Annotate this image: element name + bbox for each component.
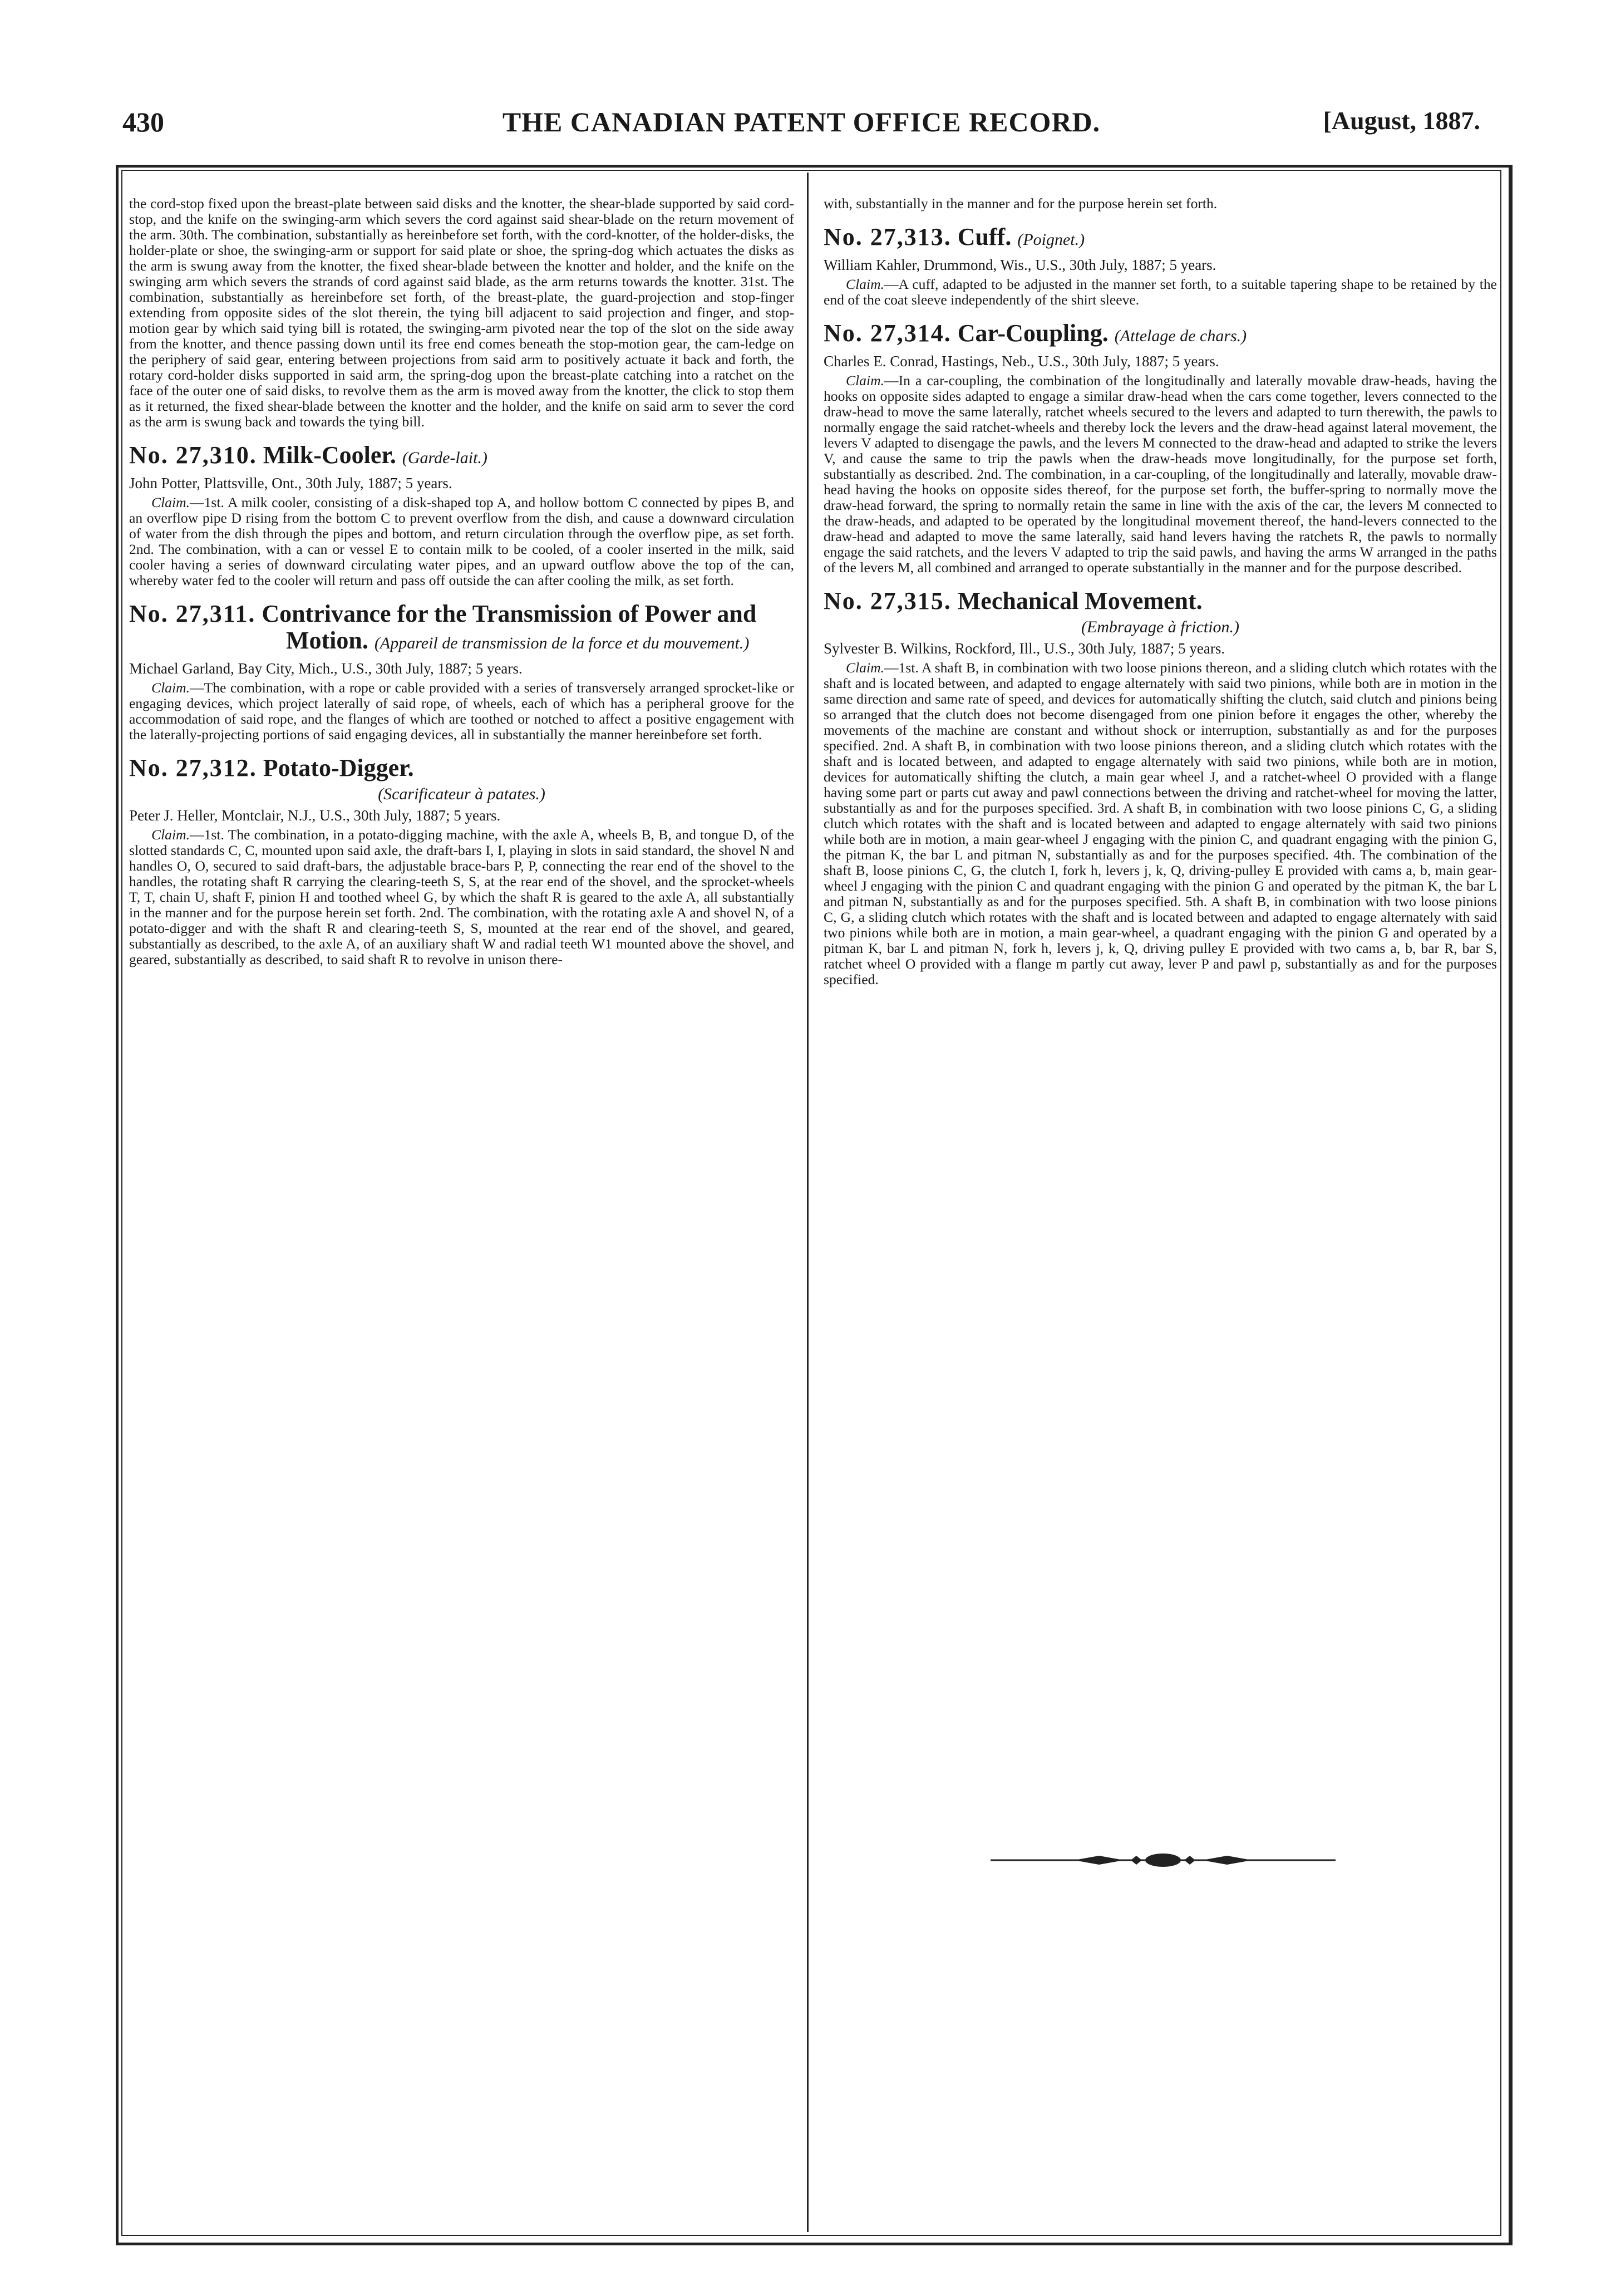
patent-entry-27313 (824, 224, 1497, 308)
claim-text: —1st. The combination, in a potato-digging machine, with the axle A, wheels B, B, and tongue D, of the slotted standards C, C, mounted upon said axle, the draft-bars I, I, playing in slots in said standard, the shovel N and handles O, O, secured to said draft-bars, the adjustable brace-bars P, P, connecting the rear end of the shovel to the handles, the rotating shaft R carrying the clearing-teeth S, S, at the rear end of the shovel, and the sprocket-wheels T, T, chain U, shaft F, pinion H and toothed wheel G, by which the shaft R is geared to the axle A, all substantially in the manner and for the purpose herein set forth. 2nd. The combination, with the rotating axle A and shovel N, of a potato-digger and with the shaft R and clearing-teeth S, S, mounted at the rear end of the shovel, and geared, substantially as described, to the axle A, of an auxiliary shaft W and radial teeth W1 mounted above the shovel, and geared, substantially as described, to said shaft R to revolve in unison there- (129, 827, 794, 967)
claim-label: Claim. (151, 680, 190, 696)
patentee-line: Charles E. Conrad, Hastings, Neb., U.S., 30th July, 1887; 5 years. (824, 353, 1219, 370)
patent-entry-27314 (824, 320, 1497, 576)
patent-number: No. 27,311. (129, 600, 256, 627)
patent-title: Potato-Digger. (263, 754, 414, 781)
claim-paragraph (129, 680, 794, 743)
patent-french-title: (Garde-lait.) (402, 449, 487, 467)
patent-french-title: (Attelage de chars.) (1114, 327, 1247, 345)
publication-title: THE CANADIAN PATENT OFFICE RECORD. (502, 106, 1101, 137)
patent-heading (129, 442, 794, 471)
patent-entry-27311 (129, 601, 794, 743)
patentee-line: Sylvester B. Wilkins, Rockford, Ill., U.S., 30th July, 1887; 5 years. (824, 640, 1225, 657)
claim-paragraph (129, 495, 794, 588)
patent-heading (824, 320, 1497, 350)
patent-heading (824, 588, 1497, 614)
page-number: 430 (122, 106, 164, 137)
column-rule (807, 173, 809, 2232)
patent-heading (129, 601, 794, 657)
claim-paragraph (824, 373, 1497, 576)
patentee-line: William Kahler, Drummond, Wis., U.S., 30th July, 1887; 5 years. (824, 257, 1216, 273)
claim-text: —1st. A shaft B, in combination with two loose pinions thereon, and a sliding clutch which rotates with the shaft and is located between, and adapted to engage alternately with said two pinions, while both are in motion in the same direction and same rate of speed, and devices for automatically shifting the clutch, said clutch and pinions being so arranged that the clutch does not become disengaged from one pinion before it engages the other, whereby the movements of the machine are constant and without shock or interruption, substantially as and for the purposes specified. 2nd. A shaft B, in combination with two loose pinions thereon, and a sliding clutch which rotates with the shaft and is located between, and adapted to engage alternately with said two pinions, while both are in motion, devices for automatically shifting the clutch, a main gear wheel J, and a ratchet-wheel O provided with a flange having some part or parts cut away and pawl connections between the driving and ratchet-wheel for moving the latter, substantially as and for the purposes specified. 3rd. A shaft B, in combination with two loose pinions C, G, a sliding clutch which rotates with the shaft and is located between and adapted to engage alternately with said two pinions while both are in motion, a main gear-wheel J engaging with the pinion C, and quadrant engaging with the pinion G, the pitman K, the bar L and pitman N, substantially as and for the purposes specified. 4th. The combination of the shaft B, loose pinions C, G, the clutch I, fork h, levers j, k, Q, driving-pulley E provided with cams a, b, main gear-wheel J engaging with the pinion C and quadrant engaging with the pinion G and operated by the pitman K, the bar L and pitman N, substantially as and for the purposes specified. 5th. A shaft B, in combination with two loose pinions C, G, a sliding clutch which rotates with the shaft and is located between and adapted to engage alternately with said two pinions while both are in motion, a main gear-wheel, a quadrant engaging with the pinion G and operated by a pitman K, bar L and pitman N, fork h, levers j, k, Q, driving pulley E provided with two cams a, b, bar R, bar S, ratchet wheel O provided with a flange m partly cut away, lever P and pawl p, substantially as and for the purposes specified. (824, 660, 1497, 987)
right-column (824, 196, 1497, 987)
claim-label: Claim. (846, 660, 884, 676)
claim-paragraph (824, 277, 1497, 308)
continued-claim-text: the cord-stop fixed upon the breast-plate between said disks and the knotter, the shear-blade supported by said cord-stop, and the knife on the swinging-arm which severs the cord against said shear-blade on the return movement of the arm. 30th. The combination, substantially as hereinbefore set forth, with the cord-knotter, of the holder-disks, the holder-plate or shoe, the swinging-arm or support for said plate or shoe, the spring-dog which actuates the disks as the arm is swung away from the knotter, the fixed shear-blade between the knotter and holder, and the knife on the swinging arm which severs the strands of cord against said blade, as the arm returns towards the knotter. 31st. The combination, substantially as hereinbefore set forth, of the breast-plate, the guard-projection and stop-finger extending from opposite sides of the slot therein, the tying bill adjacent to said projection and finger, and stop-motion gear by which said tying bill is rotated, the swinging-arm pivoted near the top of the slot on the side away from the knotter, and thence passing down until its free end comes beneath the stop-motion gear, the cam-ledge on the periphery of said gear, entering between projections from said arm to positively actuate it back and forth, the rotary cord-holder disks supported in said arm, the spring-dog upon the breast-plate catching into a ratchet on the face of the outer one of said disks, to revolve them as the arm is moved away from the knotter, the click to stop them as it returned, the fixed shear-blade between the knotter and the holder, and the knife on said arm to sever the cord as the arm is swung back and towards the tying bill. (129, 195, 794, 430)
claim-label: Claim. (846, 372, 884, 389)
claim-paragraph (129, 827, 794, 967)
claim-paragraph (824, 660, 1497, 987)
claim-text: —1st. A milk cooler, consisting of a disk-shaped top A, and hollow bottom C connected by pipes B, and an overflow pipe D rising from the bottom C to prevent overflow from the dish, and cause a downward circulation of water from the dish through the pipes and bottom, and return circulation through the overflow pipe, as set forth. 2nd. The combination, with a can or vessel E to contain milk to be cooled, of a cooler inserted in the milk, said cooler having a series of downward circulating water pipes, and an upward outflow above the top of the can, whereby water fed to the cooler will return and pass off outside the can after cooling the milk, as set forth. (129, 494, 794, 588)
patentee-line: Peter J. Heller, Montclair, N.J., U.S., 30th July, 1887; 5 years. (129, 807, 501, 824)
claim-text: —In a car-coupling, the combination of the longitudinally and laterally movable draw-heads, having the hooks on opposite sides adapted to engage a similar draw-head when the cars come together, levers connected to the draw-head to move the same laterally, ratchet wheels secured to the levers and adapted to turn therewith, the pawls to normally engage the said ratchet-wheels and thereby lock the levers and the draw-head against lateral movement, the levers V adapted to disengage the pawls, and the levers M connected to the draw-head and adapted to strike the levers V, and cause the same to trip the pawls when the draw-heads move longitudinally, for the purpose set forth, substantially as described. 2nd. The combination, in a car-coupling, of the longitudinally and laterally, movable draw-head having the hooks on opposite sides thereof, for the purpose set forth, the buffer-spring to normally move the draw-head forward, the spring to normally retain the same in line with the axis of the car, the levers M connected to the draw-heads, and adapted to be operated by the longitudinal movement thereof, the hand-levers connected to the draw-head and adapted to move the same laterally, said hand levers having the ratchets R, the pawls to normally engage the said ratchets, and the levers V adapted to trip the said pawls, and having the arms W arranged in the paths of the levers M, all combined and arranged to operate substantially in the manner and for the purpose described. (824, 372, 1497, 576)
patent-entry-27310 (129, 442, 794, 588)
patent-number: No. 27,315. (824, 587, 952, 614)
patent-french-title: (Appareil de transmission de la force et du mouvement.) (374, 634, 750, 652)
patent-title: Car-Coupling. (957, 319, 1109, 347)
patent-title: Cuff. (957, 223, 1012, 250)
patentee-line: John Potter, Plattsville, Ont., 30th July, 1887; 5 years. (129, 475, 452, 491)
patent-number: No. 27,312. (129, 754, 257, 781)
issue-date: [August, 1887. (1323, 106, 1480, 135)
patent-french-title: (Scarificateur à patates.) (378, 785, 545, 803)
patent-title: Milk-Cooler. (263, 441, 396, 469)
page-header (122, 106, 1480, 150)
patent-title: Mechanical Movement. (957, 587, 1203, 614)
end-ornament-icon (991, 1849, 1336, 1871)
continued-claim-text: with, substantially in the manner and for the purpose herein set forth. (824, 195, 1218, 212)
patent-french-title: (Embrayage à friction.) (1081, 618, 1240, 636)
patent-heading (129, 755, 794, 781)
claim-text: —A cuff, adapted to be adjusted in the manner set forth, to a suitable tapering shape to be retained by the end of the coat sleeve independently of the shirt sleeve. (824, 276, 1497, 308)
claim-text: —The combination, with a rope or cable provided with a series of transversely arranged sprocket-like or engaging devices, which project laterally of said rope, of wheels, each of which has a peripheral groove for the accommodation of said rope, and the flanges of which are toothed or notched to affect a positive engagement with the laterally-projecting portions of said engaging devices, all in substantially the manner hereinbefore set forth. (129, 680, 794, 743)
patent-number: No. 27,313. (824, 223, 952, 250)
patent-entry-27312 (129, 755, 794, 967)
claim-label: Claim. (846, 276, 884, 292)
left-column (129, 196, 794, 967)
patentee-line: Michael Garland, Bay City, Mich., U.S., 30th July, 1887; 5 years. (129, 660, 523, 677)
claim-label: Claim. (151, 827, 190, 843)
patent-title: Contrivance for the Transmission of Power and Motion. (262, 600, 757, 654)
patent-heading (824, 224, 1497, 253)
patent-entry-27315 (824, 588, 1497, 987)
patent-french-title: (Poignet.) (1017, 230, 1085, 249)
claim-label: Claim. (151, 494, 190, 510)
patent-number: No. 27,314. (824, 319, 952, 347)
patent-number: No. 27,310. (129, 441, 257, 469)
